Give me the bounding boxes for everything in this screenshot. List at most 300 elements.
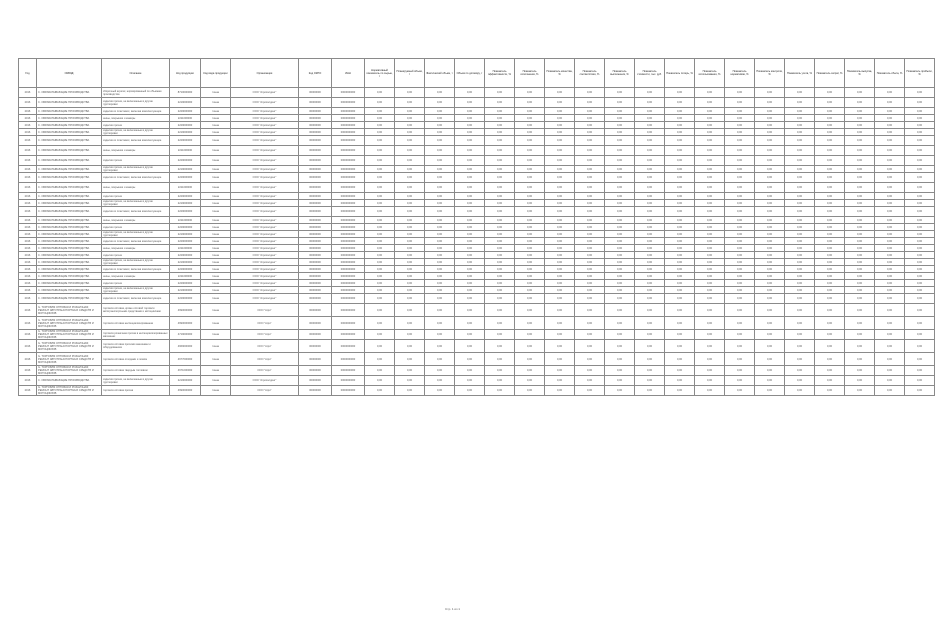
- table-cell: 0,00: [545, 129, 575, 136]
- table-cell: С. ОБРАБАТЫВАЮЩИЕ ПРОИЗВОДСТВА: [37, 108, 102, 115]
- table-cell: 0,00: [515, 353, 545, 366]
- table-cell: 0,00: [365, 207, 395, 217]
- column-header: Код продукции: [170, 59, 201, 88]
- table-cell: 0,00: [725, 146, 755, 156]
- table-cell: 0,00: [755, 231, 785, 238]
- table-cell: 0,00: [695, 340, 725, 353]
- table-cell: 0,00: [815, 238, 845, 245]
- table-cell: С. ОБРАБАТЫВАЮЩИЕ ПРОИЗВОДСТВА: [37, 252, 102, 259]
- table-cell: 0,00: [485, 252, 515, 259]
- table-cell: ООО "Агрохолдинг": [231, 266, 299, 273]
- table-cell: 0,00: [365, 193, 395, 200]
- table-cell: 2229000000: [170, 136, 201, 146]
- table-cell: 0,00: [455, 376, 485, 386]
- table-cell: 0,00: [575, 115, 605, 122]
- table-cell: С. ОБРАБАТЫВАЮЩИЕ ПРОИЗВОДСТВА: [37, 245, 102, 252]
- table-row: [19, 266, 935, 273]
- table-cell: С. ОБРАБАТЫВАЮЩИЕ ПРОИЗВОДСТВА: [37, 217, 102, 224]
- table-cell: 00000000: [299, 304, 332, 317]
- table-cell: 0,00: [395, 207, 425, 217]
- table-cell: 2229000000: [170, 294, 201, 304]
- table-cell: 0,00: [695, 129, 725, 136]
- table-cell: 0,00: [815, 273, 845, 280]
- table-cell: 0000000000: [332, 136, 365, 146]
- table-cell: 00000000: [299, 156, 332, 166]
- table-cell: 0,00: [425, 98, 455, 108]
- table-cell: 0,00: [725, 98, 755, 108]
- table-cell: 0,00: [905, 173, 935, 183]
- table-cell: шины, покрышки и камеры: [102, 273, 170, 280]
- table-cell: 0,00: [425, 266, 455, 273]
- table-cell: 0,00: [545, 200, 575, 207]
- table-cell: 0,00: [455, 340, 485, 353]
- table-cell: 0,00: [725, 340, 755, 353]
- table-cell: 0,00: [545, 115, 575, 122]
- table-cell: 0,00: [755, 287, 785, 294]
- table-cell: 0,00: [425, 280, 455, 287]
- table-cell: 2016: [19, 88, 37, 98]
- table-cell: 00000000: [299, 353, 332, 366]
- table-cell: 0,00: [815, 386, 845, 396]
- table-cell: 0,00: [845, 266, 875, 273]
- table-cell: 0,00: [635, 340, 665, 353]
- table-cell: 0,00: [575, 252, 605, 259]
- table-cell: 0,00: [785, 245, 815, 252]
- table-cell: 0,00: [845, 146, 875, 156]
- table-cell: 0,00: [665, 330, 695, 340]
- table-cell: 0,00: [515, 294, 545, 304]
- table-cell: 0,00: [425, 366, 455, 376]
- table-cell: 0,00: [665, 200, 695, 207]
- table-cell: 2016: [19, 156, 37, 166]
- table-cell: 0,00: [845, 115, 875, 122]
- table-cell: 0,00: [425, 207, 455, 217]
- table-cell: 0,00: [575, 259, 605, 266]
- table-cell: 0,00: [485, 136, 515, 146]
- table-cell: 0,00: [575, 238, 605, 245]
- table-cell: 0,00: [575, 353, 605, 366]
- table-cell: 0000000000: [332, 166, 365, 173]
- table-cell: 2016: [19, 129, 37, 136]
- table-cell: G. ТОРГОВЛЯ ОПТОВАЯ И РОЗНИЧНАЯ; РЕМОНТ АВТОТРАНСПОРТНЫХ СРЕДСТВ И МОТОЦИКЛОВ: [37, 353, 102, 366]
- column-header: Год: [19, 59, 37, 88]
- table-cell: 0,00: [425, 146, 455, 156]
- table-cell: 0,00: [515, 280, 545, 287]
- table-cell: изделия прочие: [102, 224, 170, 231]
- table-cell: 0,00: [695, 115, 725, 122]
- table-cell: тонна: [201, 287, 231, 294]
- table-cell: тонна: [201, 386, 231, 396]
- table-cell: 0000000000: [332, 231, 365, 238]
- table-row: [19, 231, 935, 238]
- table-cell: изделия из пластмасс, включая комплектующие: [102, 238, 170, 245]
- table-cell: 0,00: [875, 231, 905, 238]
- table-cell: 2211000000: [170, 183, 201, 193]
- table-cell: 0,00: [845, 108, 875, 115]
- table-cell: 0,00: [635, 376, 665, 386]
- table-cell: тонна: [201, 217, 231, 224]
- table-cell: 0,00: [485, 146, 515, 156]
- table-cell: 0,00: [815, 252, 845, 259]
- table-cell: 0,00: [515, 224, 545, 231]
- table-cell: 0,00: [425, 340, 455, 353]
- table-cell: С. ОБРАБАТЫВАЮЩИЕ ПРОИЗВОДСТВА: [37, 224, 102, 231]
- table-cell: 0,00: [755, 146, 785, 156]
- table-cell: 0,00: [425, 231, 455, 238]
- table-cell: 0,00: [365, 317, 395, 330]
- table-cell: 0,00: [755, 252, 785, 259]
- table-cell: ООО "Агрохолдинг": [231, 200, 299, 207]
- table-cell: 0,00: [365, 122, 395, 129]
- table-cell: 0,00: [755, 259, 785, 266]
- table-cell: шины, покрышки и камеры: [102, 217, 170, 224]
- table-cell: 0,00: [605, 294, 635, 304]
- table-row: [19, 193, 935, 200]
- table-cell: 0,00: [425, 183, 455, 193]
- table-cell: тонна: [201, 266, 231, 273]
- table-cell: тонна: [201, 183, 231, 193]
- table-cell: 4677000000: [170, 353, 201, 366]
- table-cell: 0,00: [845, 129, 875, 136]
- table-cell: 0,00: [695, 207, 725, 217]
- table-cell: 0,00: [815, 136, 845, 146]
- table-cell: 0,00: [875, 156, 905, 166]
- table-cell: 00000000: [299, 88, 332, 98]
- table-cell: 0,00: [425, 136, 455, 146]
- table-cell: 0,00: [905, 353, 935, 366]
- table-cell: 0,00: [545, 146, 575, 156]
- column-header: Показатель исполнения, %: [515, 59, 545, 88]
- table-cell: 0,00: [365, 366, 395, 376]
- table-cell: 0,00: [875, 115, 905, 122]
- table-cell: 0,00: [755, 200, 785, 207]
- table-cell: 0,00: [485, 129, 515, 136]
- table-cell: 0,00: [725, 166, 755, 173]
- table-cell: 0,00: [575, 245, 605, 252]
- table-cell: 0,00: [695, 330, 725, 340]
- table-row: [19, 330, 935, 340]
- table-cell: 2219000000: [170, 166, 201, 173]
- table-cell: 0,00: [365, 108, 395, 115]
- table-cell: 0,00: [785, 207, 815, 217]
- table-cell: С. ОБРАБАТЫВАЮЩИЕ ПРОИЗВОДСТВА: [37, 259, 102, 266]
- table-cell: 0,00: [695, 166, 725, 173]
- table-cell: 0,00: [725, 224, 755, 231]
- table-cell: 0,00: [365, 353, 395, 366]
- table-cell: 00000000: [299, 330, 332, 340]
- table-cell: 0,00: [875, 294, 905, 304]
- table-cell: 0,00: [605, 115, 635, 122]
- table-cell: 0,00: [755, 129, 785, 136]
- table-cell: 0,00: [815, 224, 845, 231]
- table-cell: торговля оптовая неспециализированная: [102, 317, 170, 330]
- table-cell: 0,00: [575, 386, 605, 396]
- table-cell: 0,00: [605, 122, 635, 129]
- table-cell: 0,00: [605, 193, 635, 200]
- table-cell: 0000000000: [332, 376, 365, 386]
- table-cell: 0,00: [785, 259, 815, 266]
- table-cell: 0,00: [665, 122, 695, 129]
- table-cell: 0000000000: [332, 200, 365, 207]
- table-row: [19, 108, 935, 115]
- table-cell: 2016: [19, 146, 37, 156]
- table-cell: 0,00: [875, 353, 905, 366]
- table-cell: 0,00: [485, 280, 515, 287]
- table-cell: 00000000: [299, 183, 332, 193]
- table-cell: ООО "Агрохолдинг": [231, 88, 299, 98]
- table-cell: 0,00: [665, 88, 695, 98]
- table-cell: изделия прочие: [102, 252, 170, 259]
- table-cell: 0,00: [695, 353, 725, 366]
- table-cell: 0000000000: [332, 146, 365, 156]
- table-cell: шины, покрышки и камеры: [102, 146, 170, 156]
- table-cell: 0,00: [605, 376, 635, 386]
- table-cell: 0,00: [905, 294, 935, 304]
- table-cell: 0,00: [425, 259, 455, 266]
- column-header: Показатель потерь, %: [665, 59, 695, 88]
- table-cell: 0,00: [665, 273, 695, 280]
- table-cell: 0,00: [905, 207, 935, 217]
- table-cell: 0,00: [365, 217, 395, 224]
- table-cell: 0,00: [785, 366, 815, 376]
- table-cell: 2016: [19, 280, 37, 287]
- table-cell: 0,00: [455, 259, 485, 266]
- table-cell: 0,00: [875, 183, 905, 193]
- table-cell: 0,00: [365, 98, 395, 108]
- column-header: Показатель выполнения, %: [605, 59, 635, 88]
- table-cell: 0,00: [665, 353, 695, 366]
- table-cell: 0,00: [395, 231, 425, 238]
- table-cell: 0,00: [755, 317, 785, 330]
- table-cell: 0000000000: [332, 330, 365, 340]
- table-cell: ООО "Агрохолдинг": [231, 217, 299, 224]
- table-cell: 4671000000: [170, 366, 201, 376]
- column-header: Описание: [102, 59, 170, 88]
- table-cell: тонна: [201, 98, 231, 108]
- table-cell: 0000000000: [332, 88, 365, 98]
- table-row: [19, 217, 935, 224]
- table-cell: 00000000: [299, 200, 332, 207]
- table-cell: 0,00: [725, 173, 755, 183]
- table-cell: 0,00: [575, 88, 605, 98]
- table-cell: 0,00: [515, 129, 545, 136]
- table-cell: 0,00: [785, 386, 815, 396]
- table-cell: 0,00: [455, 231, 485, 238]
- table-cell: 0000000000: [332, 366, 365, 376]
- table-cell: 0,00: [545, 252, 575, 259]
- table-cell: 0,00: [725, 287, 755, 294]
- table-cell: 0,00: [515, 231, 545, 238]
- table-cell: 0,00: [635, 330, 665, 340]
- table-cell: 0,00: [695, 252, 725, 259]
- table-cell: 0,00: [425, 166, 455, 173]
- table-cell: 00000000: [299, 207, 332, 217]
- table-cell: 0,00: [545, 122, 575, 129]
- table-cell: 0,00: [725, 266, 755, 273]
- table-cell: 0,00: [875, 304, 905, 317]
- table-cell: 0,00: [845, 273, 875, 280]
- table-cell: ООО "Агрохолдинг": [231, 129, 299, 136]
- table-cell: 0,00: [755, 386, 785, 396]
- table-cell: 0000000000: [332, 252, 365, 259]
- table-cell: ООО "Агрохолдинг": [231, 245, 299, 252]
- table-cell: 0,00: [485, 115, 515, 122]
- table-cell: 0,00: [485, 304, 515, 317]
- table-cell: 00000000: [299, 294, 332, 304]
- table-cell: 0,00: [485, 231, 515, 238]
- table-cell: 0,00: [785, 193, 815, 200]
- table-cell: 0,00: [695, 366, 725, 376]
- table-row: [19, 200, 935, 207]
- table-cell: 0,00: [755, 273, 785, 280]
- table-cell: С. ОБРАБАТЫВАЮЩИЕ ПРОИЗВОДСТВА: [37, 136, 102, 146]
- table-cell: 0,00: [635, 166, 665, 173]
- table-cell: 0,00: [875, 376, 905, 386]
- table-row: [19, 156, 935, 166]
- table-row: [19, 166, 935, 173]
- table-cell: 0,00: [605, 280, 635, 287]
- table-cell: 0,00: [725, 115, 755, 122]
- table-cell: 0,00: [485, 330, 515, 340]
- column-header: Фактический объем, т: [425, 59, 455, 88]
- table-cell: 0,00: [755, 115, 785, 122]
- table-cell: 0,00: [395, 156, 425, 166]
- table-cell: 0,00: [875, 340, 905, 353]
- table-cell: тонна: [201, 245, 231, 252]
- table-cell: 0,00: [545, 245, 575, 252]
- table-cell: 0,00: [515, 156, 545, 166]
- table-cell: 0,00: [395, 252, 425, 259]
- table-cell: 0,00: [515, 108, 545, 115]
- table-cell: 0,00: [365, 252, 395, 259]
- table-cell: 0,00: [875, 287, 905, 294]
- table-cell: 0,00: [695, 136, 725, 146]
- table-cell: 0,00: [635, 386, 665, 396]
- table-cell: 0,00: [725, 231, 755, 238]
- table-cell: 0,00: [725, 386, 755, 396]
- table-cell: 0,00: [785, 156, 815, 166]
- table-cell: 0,00: [365, 173, 395, 183]
- table-row: [19, 173, 935, 183]
- table-cell: 4690000000: [170, 386, 201, 396]
- table-cell: 0,00: [635, 207, 665, 217]
- table-cell: 0,00: [815, 146, 845, 156]
- table-cell: 0,00: [905, 166, 935, 173]
- table-cell: 0,00: [845, 366, 875, 376]
- table-cell: 0,00: [785, 317, 815, 330]
- table-cell: 0,00: [695, 183, 725, 193]
- table-cell: 0,00: [545, 366, 575, 376]
- table-cell: 0,00: [755, 193, 785, 200]
- table-cell: 0,00: [875, 200, 905, 207]
- page-footer: [0, 607, 905, 611]
- column-header: Показатель использования, %: [695, 59, 725, 88]
- table-cell: 0,00: [575, 129, 605, 136]
- table-cell: 00000000: [299, 273, 332, 280]
- column-header: Код ОКПО: [299, 59, 332, 88]
- table-cell: 0,00: [785, 304, 815, 317]
- table-cell: 0,00: [395, 304, 425, 317]
- table-row: [19, 294, 935, 304]
- table-cell: 0,00: [665, 366, 695, 376]
- table-cell: ООО "Агрохолдинг": [231, 183, 299, 193]
- table-cell: 0,00: [575, 287, 605, 294]
- table-cell: 0,00: [635, 129, 665, 136]
- table-cell: ООО "Агрохолдинг": [231, 231, 299, 238]
- table-cell: тонна: [201, 231, 231, 238]
- table-cell: 00000000: [299, 231, 332, 238]
- table-cell: 0,00: [905, 273, 935, 280]
- table-cell: 4719000000: [170, 330, 201, 340]
- table-cell: 2016: [19, 317, 37, 330]
- table-cell: 0,00: [875, 252, 905, 259]
- table-cell: 0,00: [845, 231, 875, 238]
- table-cell: 0,00: [605, 273, 635, 280]
- table-cell: 00000000: [299, 136, 332, 146]
- table-cell: 0,00: [455, 136, 485, 146]
- table-cell: тонна: [201, 129, 231, 136]
- table-cell: 0,00: [395, 273, 425, 280]
- table-cell: 0,00: [545, 217, 575, 224]
- table-cell: 0,00: [545, 238, 575, 245]
- table-cell: ООО "Агрохолдинг": [231, 166, 299, 173]
- table-cell: 0,00: [365, 231, 395, 238]
- table-cell: 0,00: [665, 340, 695, 353]
- table-cell: изделия прочие: [102, 122, 170, 129]
- table-cell: 0,00: [665, 376, 695, 386]
- table-cell: 0,00: [785, 217, 815, 224]
- table-cell: 0,00: [455, 88, 485, 98]
- table-cell: сборочный агрегат, нормированный по объемам производства: [102, 88, 170, 98]
- table-cell: 0,00: [815, 217, 845, 224]
- table-cell: 2211000000: [170, 245, 201, 252]
- table-cell: 0,00: [365, 224, 395, 231]
- table-cell: 0,00: [785, 224, 815, 231]
- table-cell: 0,00: [785, 287, 815, 294]
- table-cell: 0,00: [635, 173, 665, 183]
- table-cell: 0,00: [635, 266, 665, 273]
- table-cell: 0,00: [815, 340, 845, 353]
- table-cell: 0,00: [425, 200, 455, 207]
- table-cell: ООО "Агрохолдинг": [231, 252, 299, 259]
- report-sheet: [18, 58, 933, 396]
- table-cell: 0,00: [545, 166, 575, 173]
- table-cell: тонна: [201, 200, 231, 207]
- table-cell: изделия прочие, не включенные в другие группировки: [102, 166, 170, 173]
- table-cell: 0,00: [845, 294, 875, 304]
- table-cell: 0,00: [575, 317, 605, 330]
- table-cell: 0,00: [785, 98, 815, 108]
- table-cell: 0,00: [605, 156, 635, 166]
- table-cell: 0,00: [545, 183, 575, 193]
- table-cell: 0,00: [545, 376, 575, 386]
- table-cell: 0,00: [545, 224, 575, 231]
- table-cell: 0,00: [815, 231, 845, 238]
- table-cell: изделия прочие, не включенные в другие группировки: [102, 376, 170, 386]
- table-cell: 0,00: [815, 294, 845, 304]
- table-cell: 0,00: [815, 376, 845, 386]
- table-cell: 0,00: [485, 259, 515, 266]
- table-cell: 0,00: [605, 136, 635, 146]
- table-cell: 0,00: [575, 136, 605, 146]
- table-cell: 0,00: [755, 108, 785, 115]
- table-cell: 0,00: [785, 280, 815, 287]
- table-cell: 0,00: [575, 231, 605, 238]
- table-cell: 0,00: [785, 353, 815, 366]
- table-cell: 0000000000: [332, 98, 365, 108]
- table-cell: 0,00: [815, 183, 845, 193]
- table-cell: 0,00: [545, 193, 575, 200]
